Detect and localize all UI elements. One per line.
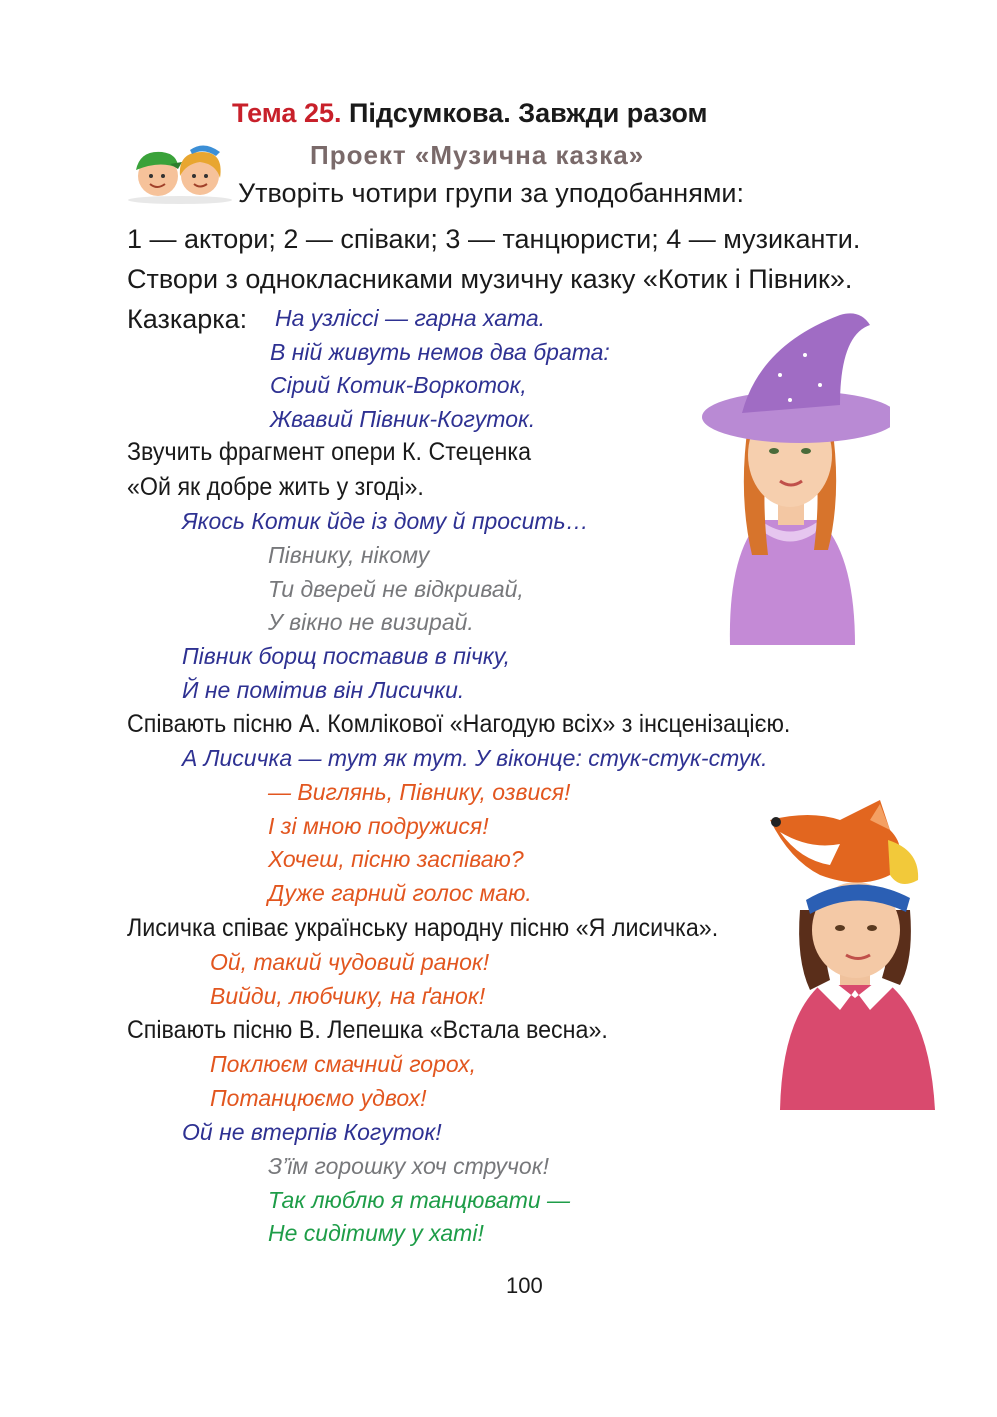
- cat-line-3: У вікно не визирай.: [268, 609, 474, 635]
- topic-heading: [232, 100, 708, 127]
- intro-line-3: Створи з однокласниками музичну казку «Котик і Півник».: [127, 264, 853, 294]
- final-line-1: Так люблю я танцювати —: [268, 1187, 571, 1213]
- rooster-line-3: Поклюєм смачний горох,: [210, 1051, 477, 1077]
- topic-number: Тема 25.: [232, 98, 342, 128]
- verse1-line-2: В ній живуть немов два брата:: [270, 339, 610, 365]
- rooster-line-2: Вийди, любчику, на ґанок!: [210, 983, 486, 1009]
- narrator-label: Казкарка:: [127, 304, 248, 334]
- verse3-line-2: Й не помітив він Лисички.: [182, 677, 465, 703]
- cat-line-2: Ти дверей не відкривай,: [268, 576, 524, 602]
- intro-line-2: 1 — актори; 2 — співаки; 3 — танцюристи; 4 — музиканти.: [127, 224, 861, 254]
- rooster-reply: З’їм горошку хоч стручок!: [268, 1153, 549, 1179]
- final-line-2: Не сидітиму у хаті!: [268, 1220, 484, 1246]
- fox-line-4: Дуже гарний голос маю.: [268, 880, 532, 906]
- witch-girl-illustration: [690, 305, 890, 645]
- rooster-line-4: Потанцюємо удвох!: [210, 1085, 427, 1111]
- rooster-line-1: Ой, такий чудовий ранок!: [210, 949, 490, 975]
- intro-line-1: Утворіть чотири групи за уподобаннями:: [238, 178, 744, 208]
- page-number: 100: [506, 1273, 543, 1298]
- fox-line-1: — Виглянь, Півнику, озвися!: [268, 779, 571, 805]
- note-song-1: Співають пісню А. Комлікової «Нагодую всіх» з інсценізацією.: [127, 710, 791, 738]
- note-song-2: Лисичка співає українську народну пісню «Я лисичка».: [127, 914, 719, 942]
- verse5-intro: Ой не втерпів Когуток!: [182, 1119, 442, 1145]
- topic-title: Підсумкова. Завжди разом: [349, 98, 708, 128]
- cat-line-1: Півнику, нікому: [268, 542, 430, 568]
- verse4-intro: А Лисичка — тут як тут. У віконце: стук-стук-стук.: [182, 745, 768, 771]
- note-opera-line-2: «Ой як добре жить у згоді».: [127, 473, 424, 501]
- verse1-line-1: На узліссі — гарна хата.: [275, 305, 546, 331]
- verse1-line-4: Жвавий Півник-Когуток.: [270, 406, 536, 432]
- fox-line-3: Хочеш, пісню заспіваю?: [268, 846, 524, 872]
- verse1-line-3: Сірий Котик-Воркоток,: [270, 372, 527, 398]
- kids-icon: [120, 142, 240, 204]
- note-song-3: Співають пісню В. Лепешка «Встала весна».: [127, 1016, 608, 1044]
- fox-line-2: І зі мною подружися!: [268, 813, 489, 839]
- note-opera-line-1: Звучить фрагмент опери К. Стеценка: [127, 438, 532, 466]
- verse3-line-1: Півник борщ поставив в пічку,: [182, 643, 511, 669]
- project-title: Проект «Музична казка»: [310, 140, 645, 170]
- fox-girl-illustration: [770, 780, 940, 1110]
- verse2-intro: Якось Котик йде із дому й просить…: [182, 508, 589, 534]
